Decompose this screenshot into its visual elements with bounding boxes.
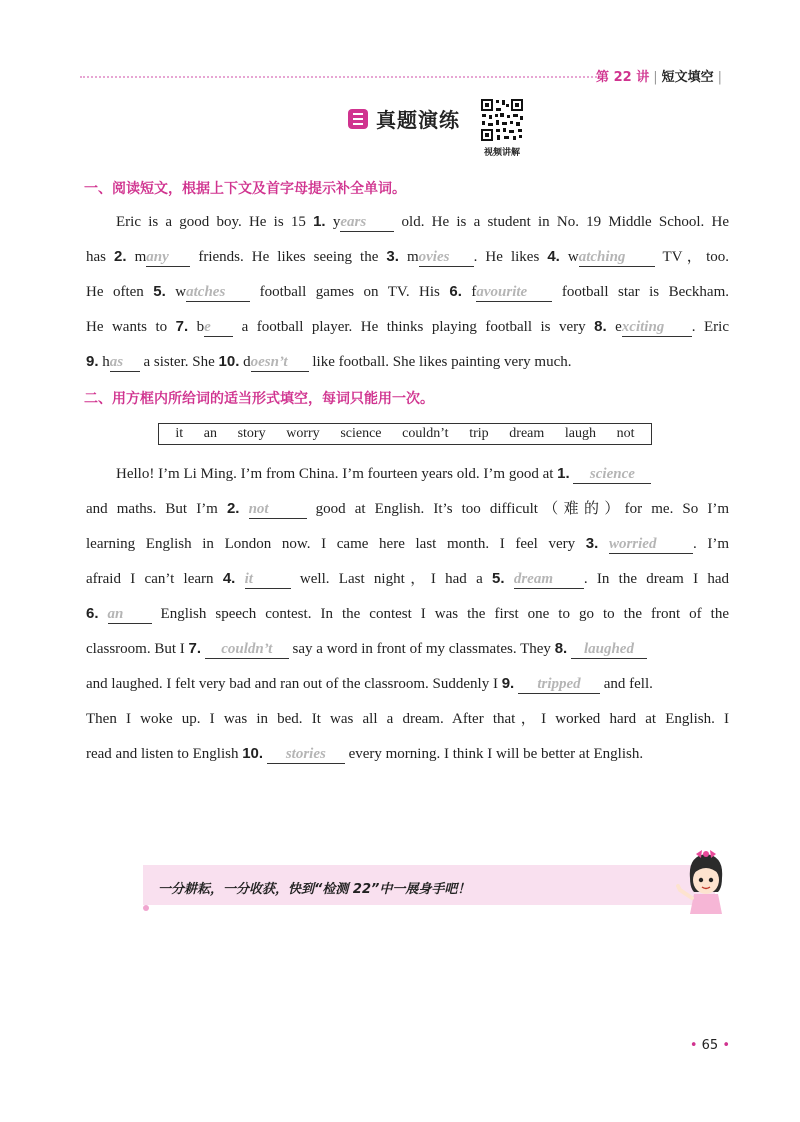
answer-blank[interactable]: atches <box>186 283 250 302</box>
answer-blank[interactable]: not <box>249 500 307 519</box>
answer-blank[interactable]: it <box>245 570 291 589</box>
passage-line <box>86 709 729 729</box>
passage-text: y <box>325 214 341 230</box>
answer-blank[interactable]: dream <box>514 570 584 589</box>
page-number: • 65 • <box>689 1038 730 1053</box>
passage-text: . He likes <box>473 249 548 265</box>
passage-text: friends. He likes seeing the <box>190 249 387 265</box>
cartoon-girl-icon <box>676 848 734 914</box>
passage-text: old. He is a student in No. 19 Middle School. He <box>394 214 730 230</box>
passage-line <box>86 604 729 624</box>
passage-text: He wants to <box>86 319 176 335</box>
answer-blank[interactable]: ears <box>340 213 394 232</box>
question-number: 7. <box>175 318 189 335</box>
passage-text: and maths. But I’m <box>86 501 227 517</box>
question-number: 4. <box>222 570 236 587</box>
passage-text <box>99 606 108 622</box>
word-bank-word: trip <box>469 426 489 441</box>
header-dotted-rule <box>80 76 600 78</box>
answer-blank[interactable]: as <box>110 353 140 372</box>
passage-text: football games on TV. His <box>250 284 450 300</box>
lesson-topic: 短文填空 <box>661 70 714 85</box>
passage-line <box>86 212 729 232</box>
list-icon <box>348 109 368 129</box>
answer-blank[interactable]: science <box>573 465 651 484</box>
question-number: 2. <box>114 248 127 265</box>
passage-text: a sister. She <box>139 354 219 370</box>
question-number: 9. <box>86 353 99 370</box>
passage-text: and fell. <box>599 676 653 692</box>
word-bank-word: story <box>237 426 266 441</box>
section2-heading: 二、用方框内所给词的适当形式填空，每词只能用一次。 <box>84 391 434 407</box>
passage-text <box>235 571 244 587</box>
question-number: 7. <box>188 640 202 657</box>
answer-blank[interactable]: worried <box>609 535 693 554</box>
word-bank-word: dream <box>509 426 545 441</box>
question-number: 5. <box>492 570 505 587</box>
passage-text: football star is Beckham. <box>552 284 730 300</box>
passage-text: TV，too. <box>654 249 729 265</box>
passage-text: b <box>188 319 205 335</box>
passage-line <box>86 639 729 659</box>
answer-blank[interactable]: e <box>204 318 233 337</box>
passage-line <box>86 352 729 372</box>
passage-text: English speech contest. In the contest I was the first one to go to the front of the <box>151 606 729 622</box>
answer-blank[interactable]: xciting <box>622 318 692 337</box>
passage-text <box>239 501 248 517</box>
passage-text: . I’m <box>692 536 730 552</box>
question-number: 10. <box>242 745 264 762</box>
question-number: 2. <box>226 500 240 517</box>
answer-blank[interactable]: couldn’t <box>205 640 289 659</box>
passage-text: Then I woke up. I was in bed. It was all a dream. After that，I worked hard at English. I <box>86 711 729 727</box>
passage-line <box>86 464 729 484</box>
word-bank-word: an <box>203 426 217 441</box>
word-bank-word: laugh <box>564 426 597 441</box>
passage-line <box>86 674 729 694</box>
passage-text: well. Last night，I had a <box>290 571 493 587</box>
passage-text: say a word in front of my classmates. They <box>288 641 555 657</box>
section-title-text: 真题演练 <box>376 108 460 132</box>
passage-text: afraid I can’t learn <box>86 571 223 587</box>
passage-text: f <box>461 284 477 300</box>
banner-dot <box>143 905 149 911</box>
answer-blank[interactable]: avourite <box>476 283 552 302</box>
passage-line <box>86 247 729 267</box>
word-bank-box <box>158 423 652 445</box>
passage-text: Eric is a good boy. He is 15 <box>116 214 314 230</box>
passage-text: every morning. I think I will be better at English. <box>344 746 644 762</box>
passage-text: has <box>86 249 115 265</box>
passage-text: and laughed. I felt very bad and ran out of the classroom. Suddenly I <box>86 676 502 692</box>
banner-text: 一分耕耘，一分收获，快到“检测 22”中一展身手吧！ <box>158 882 471 897</box>
passage-line <box>86 569 729 589</box>
passage-text: w <box>165 284 187 300</box>
answer-blank[interactable]: stories <box>267 745 345 764</box>
passage-text: like football. She likes painting very much. <box>308 354 572 370</box>
passage-text: He often <box>86 284 154 300</box>
passage-text: a football player. He thinks playing football is very <box>233 319 595 335</box>
passage-text: Hello! I’m Li Ming. I’m from China. I’m fourteen years old. I’m good at <box>116 466 558 482</box>
answer-blank[interactable]: laughed <box>571 640 647 659</box>
question-number: 3. <box>585 535 599 552</box>
lesson-number: 第 22 讲 <box>596 70 650 85</box>
answer-blank[interactable]: an <box>108 605 152 624</box>
passage-line <box>86 282 729 302</box>
answer-blank[interactable]: tripped <box>518 675 600 694</box>
qr-caption: 视频讲解 <box>483 148 520 158</box>
answer-blank[interactable]: any <box>146 248 190 267</box>
passage-text: . Eric <box>691 319 729 335</box>
answer-blank[interactable]: oesn’t <box>251 353 309 372</box>
passage-text: read and listen to English <box>86 746 243 762</box>
question-number: 5. <box>153 283 166 300</box>
question-number: 8. <box>594 318 607 335</box>
passage-text: m <box>126 249 147 265</box>
passage-line <box>86 744 729 764</box>
question-number: 1. <box>313 213 326 230</box>
question-number: 10. <box>218 353 240 370</box>
question-number: 6. <box>449 283 462 300</box>
question-number: 4. <box>547 248 560 265</box>
passage-text: m <box>398 249 419 265</box>
passage-text <box>598 536 609 552</box>
passage-text: classroom. But I <box>86 641 189 657</box>
question-number: 6. <box>86 605 99 622</box>
word-bank-word: science <box>340 426 382 441</box>
passage-text: . In the dream I had <box>583 571 730 587</box>
question-number: 1. <box>557 465 570 482</box>
word-bank-word: couldn’t <box>402 426 449 441</box>
page-header: 第 22 讲 | 短文填空 | <box>596 70 722 85</box>
question-number: 9. <box>501 675 515 692</box>
passage-text <box>505 571 514 587</box>
passage-text: good at English. It’s too difficult（难的）for me. So I’m <box>306 501 730 517</box>
passage-line <box>86 499 729 519</box>
passage-line <box>86 534 729 554</box>
passage-line <box>86 317 729 337</box>
passage-text: e <box>606 319 622 335</box>
word-bank-word: not <box>616 426 635 441</box>
word-bank-word: it <box>175 426 184 441</box>
passage-text: h <box>98 354 110 370</box>
section1-heading: 一、阅读短文，根据上下文及首字母提示补全单词。 <box>84 181 406 197</box>
passage-text: w <box>559 249 579 265</box>
qr-code-icon[interactable] <box>480 98 524 142</box>
question-number: 8. <box>554 640 568 657</box>
question-number: 3. <box>386 248 399 265</box>
answer-blank[interactable]: ovies <box>419 248 474 267</box>
section-title <box>348 104 460 133</box>
passage-text: d <box>239 354 251 370</box>
passage-text: learning English in London now. I came here last month. I feel very <box>86 536 586 552</box>
answer-blank[interactable]: atching <box>579 248 655 267</box>
word-bank-word: worry <box>286 426 320 441</box>
